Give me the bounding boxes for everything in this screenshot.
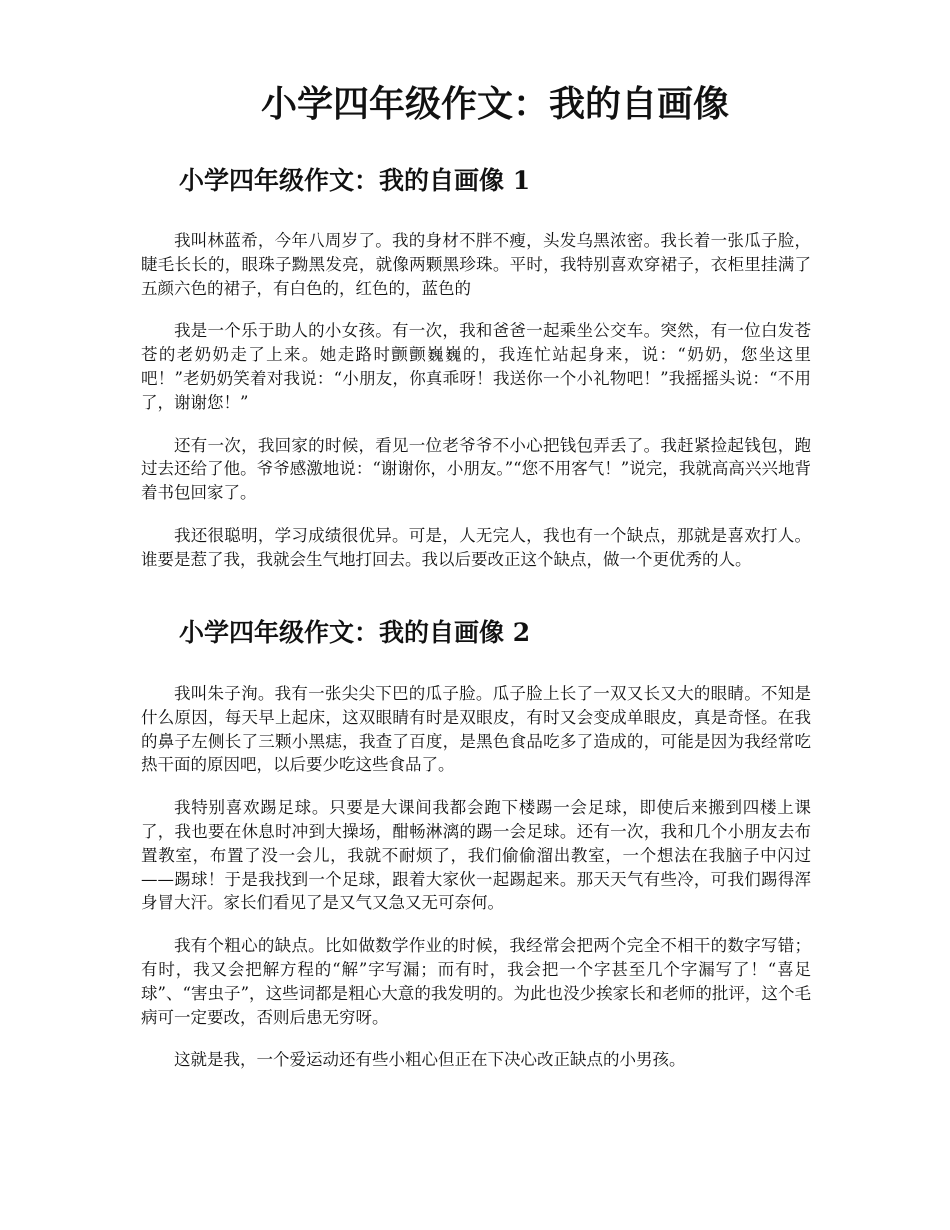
section-2-paragraph-3: 我有个粗心的缺点。比如做数学作业的时候，我经常会把两个完全不相干的数字写错；有时，我又会把解方程的“解”字写漏；而有时，我会把一个字甚至几个字漏写了！“喜足球”、“害虫子”，这些词都是粗心大意的我发明的。为此也没少挨家长和老师的批评，这个毛病可一定要改，否则后患无穷呀。 <box>141 936 811 1027</box>
section-2-paragraph-4: 这就是我，一个爱运动还有些小粗心但正在下决心改正缺点的小男孩。 <box>174 1050 686 1070</box>
section-1-body <box>141 229 811 591</box>
section-heading-1: 小学四年级作文：我的自画像 1 <box>179 166 531 195</box>
document-title: 小学四年级作文：我的自画像 <box>260 83 729 125</box>
section-2-paragraph-1: 我叫朱子洵。我有一张尖尖下巴的瓜子脸。瓜子脸上长了一双又长又大的眼睛。不知是什么原因，每天早上起床，这双眼睛有时是双眼皮，有时又会变成单眼皮，真是奇怪。在我的鼻子左侧长了三颗小黑痣，我查了百度，是黑色食品吃多了造成的，可能是因为我经常吃热干面的原因吧，以后要少吃这些食品了。 <box>141 684 811 775</box>
section-1-paragraph-2: 我是一个乐于助人的小女孩。有一次，我和爸爸一起乘坐公交车。突然，有一位白发苍苍的老奶奶走了上来。她走路时颤颤巍巍的，我连忙站起身来，说：“奶奶，您坐这里吧！”老奶奶笑着对我说：“小朋友，你真乖呀！我送你一个小礼物吧！”我摇摇头说：“不用了，谢谢您！” <box>141 321 811 412</box>
section-2-paragraph-2: 我特别喜欢踢足球。只要是大课间我都会跑下楼踢一会足球，即使后来搬到四楼上课了，我也要在休息时冲到大操场，酣畅淋漓的踢一会足球。还有一次，我和几个小朋友去布置教室，布置了没一会儿，我就不耐烦了，我们偷偷溜出教室，一个想法在我脑子中闪过——踢球！于是我找到一个足球，跟着大家伙一起踢起来。那天天气有些冷，可我们踢得浑身冒大汗。家长们看见了是又气又急又无可奈何。 <box>141 798 811 913</box>
section-heading-2: 小学四年级作文：我的自画像 2 <box>179 618 531 647</box>
section-2-body <box>141 682 811 1091</box>
section-1-paragraph-3: 还有一次，我回家的时候，看见一位老爷爷不小心把钱包弄丢了。我赶紧捡起钱包，跑过去还给了他。爷爷感激地说：“谢谢你，小朋友。”“您不用客气！”说完，我就高高兴兴地背着书包回家了。 <box>141 435 811 503</box>
section-1-paragraph-1: 我叫林蓝希，今年八周岁了。我的身材不胖不瘦，头发乌黑浓密。我长着一张瓜子脸，睫毛长长的，眼珠子黝黑发亮，就像两颗黑珍珠。平时，我特别喜欢穿裙子，衣柜里挂满了五颜六色的裙子，有白色的，红色的，蓝色的 <box>141 231 811 298</box>
section-1-paragraph-4: 我还很聪明，学习成绩很优异。可是，人无完人，我也有一个缺点，那就是喜欢打人。谁要是惹了我，我就会生气地打回去。我以后要改正这个缺点，做一个更优秀的人。 <box>141 525 811 569</box>
